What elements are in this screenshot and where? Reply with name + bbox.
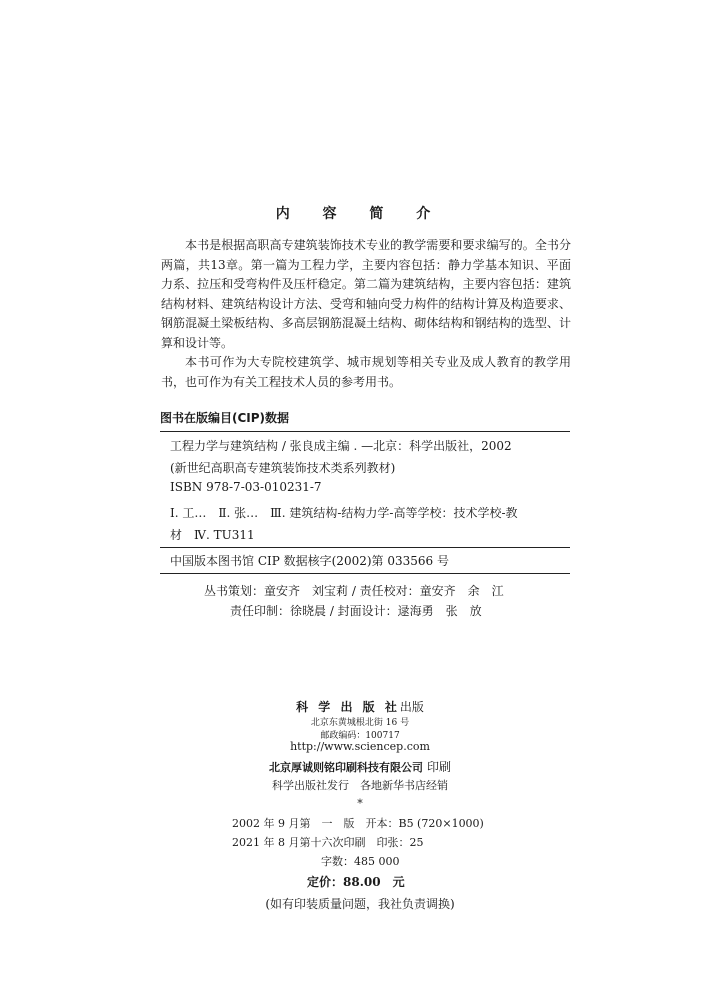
page-title: 内 容 简 介 bbox=[275, 206, 445, 222]
cip-mid-rule bbox=[160, 547, 570, 548]
intro-paragraph-1: 本书是根据高职高专建筑装饰技术专业的教学需要和要求编写的。全书分两篇，共13章。第一篇为工程力学，主要内容包括：静力学基本知识、平面力系、拉压和受弯构件及压杆稳定。第二篇为建筑结构，主要内容包括：建筑结构材料、建筑结构设计方法、受弯和轴向受力构件的结构计算及构造要求、钢筋混凝土梁板结构、多高层钢筋混凝土结构、砌体结构和钢结构的选型、计算和设计等。 bbox=[161, 238, 571, 350]
publisher-line bbox=[0, 696, 720, 715]
printer-suffix: 印刷 bbox=[426, 760, 451, 774]
cip-heading: 图书在版编目(CIP)数据 bbox=[160, 411, 290, 425]
cip-title-line: 工程力学与建筑结构 / 张良成主编 . —北京：科学出版社，2002 bbox=[170, 439, 512, 453]
printer-name: 北京厚诚则铭印刷科技有限公司 bbox=[268, 761, 423, 774]
staff-line-1: 丛书策划：童安齐 刘宝莉 / 责任校对：童安齐 余 江 bbox=[204, 584, 504, 598]
staff-line-2: 责任印制：徐晓晨 / 封面设计：逯海勇 张 放 bbox=[230, 604, 482, 618]
cip-number-line: 中国版本图书馆 CIP 数据核字(2002)第 033566 号 bbox=[170, 554, 449, 568]
separator-star: * bbox=[357, 797, 363, 810]
intro-section bbox=[161, 236, 571, 392]
word-count: 字数：485 000 bbox=[321, 855, 400, 868]
printing-line: 2021 年 8 月第十六次印刷 印张：25 bbox=[232, 836, 424, 849]
distribution-line: 科学出版社发行 各地新华书店经销 bbox=[272, 779, 448, 792]
cip-series-line: (新世纪高职高专建筑装饰技术类系列教材) bbox=[170, 461, 396, 475]
price: 定价：88.00 元 bbox=[307, 875, 405, 889]
publisher-postcode: 邮政编码：100717 bbox=[320, 731, 400, 741]
intro-paragraph-2: 本书可作为大专院校建筑学、城市规划等相关专业及成人教育的教学用书，也可作为有关工程技术人员的参考用书。 bbox=[161, 355, 571, 389]
cip-isbn-line: ISBN 978-7-03-010231-7 bbox=[170, 480, 322, 494]
publisher-suffix: 出版 bbox=[399, 700, 424, 714]
cip-classification-line: Ⅰ. 工… Ⅱ. 张… Ⅲ. 建筑结构-结构力学-高等学校：技术学校-教 bbox=[170, 506, 518, 520]
publisher-name: 科 学 出 版 社 bbox=[296, 700, 400, 714]
quality-notice: (如有印装质量问题，我社负责调换) bbox=[265, 897, 455, 911]
publisher-address: 北京东黄城根北街 16 号 bbox=[310, 718, 410, 728]
cip-bottom-rule bbox=[160, 573, 570, 574]
printer-line bbox=[0, 756, 720, 775]
edition-line: 2002 年 9 月第 一 版 开本：B5 (720×1000) bbox=[232, 817, 484, 830]
cip-classification-line-2: 材 Ⅳ. TU311 bbox=[170, 528, 255, 542]
cip-top-rule bbox=[160, 431, 570, 432]
publisher-url: http://www.sciencep.com bbox=[290, 740, 430, 753]
